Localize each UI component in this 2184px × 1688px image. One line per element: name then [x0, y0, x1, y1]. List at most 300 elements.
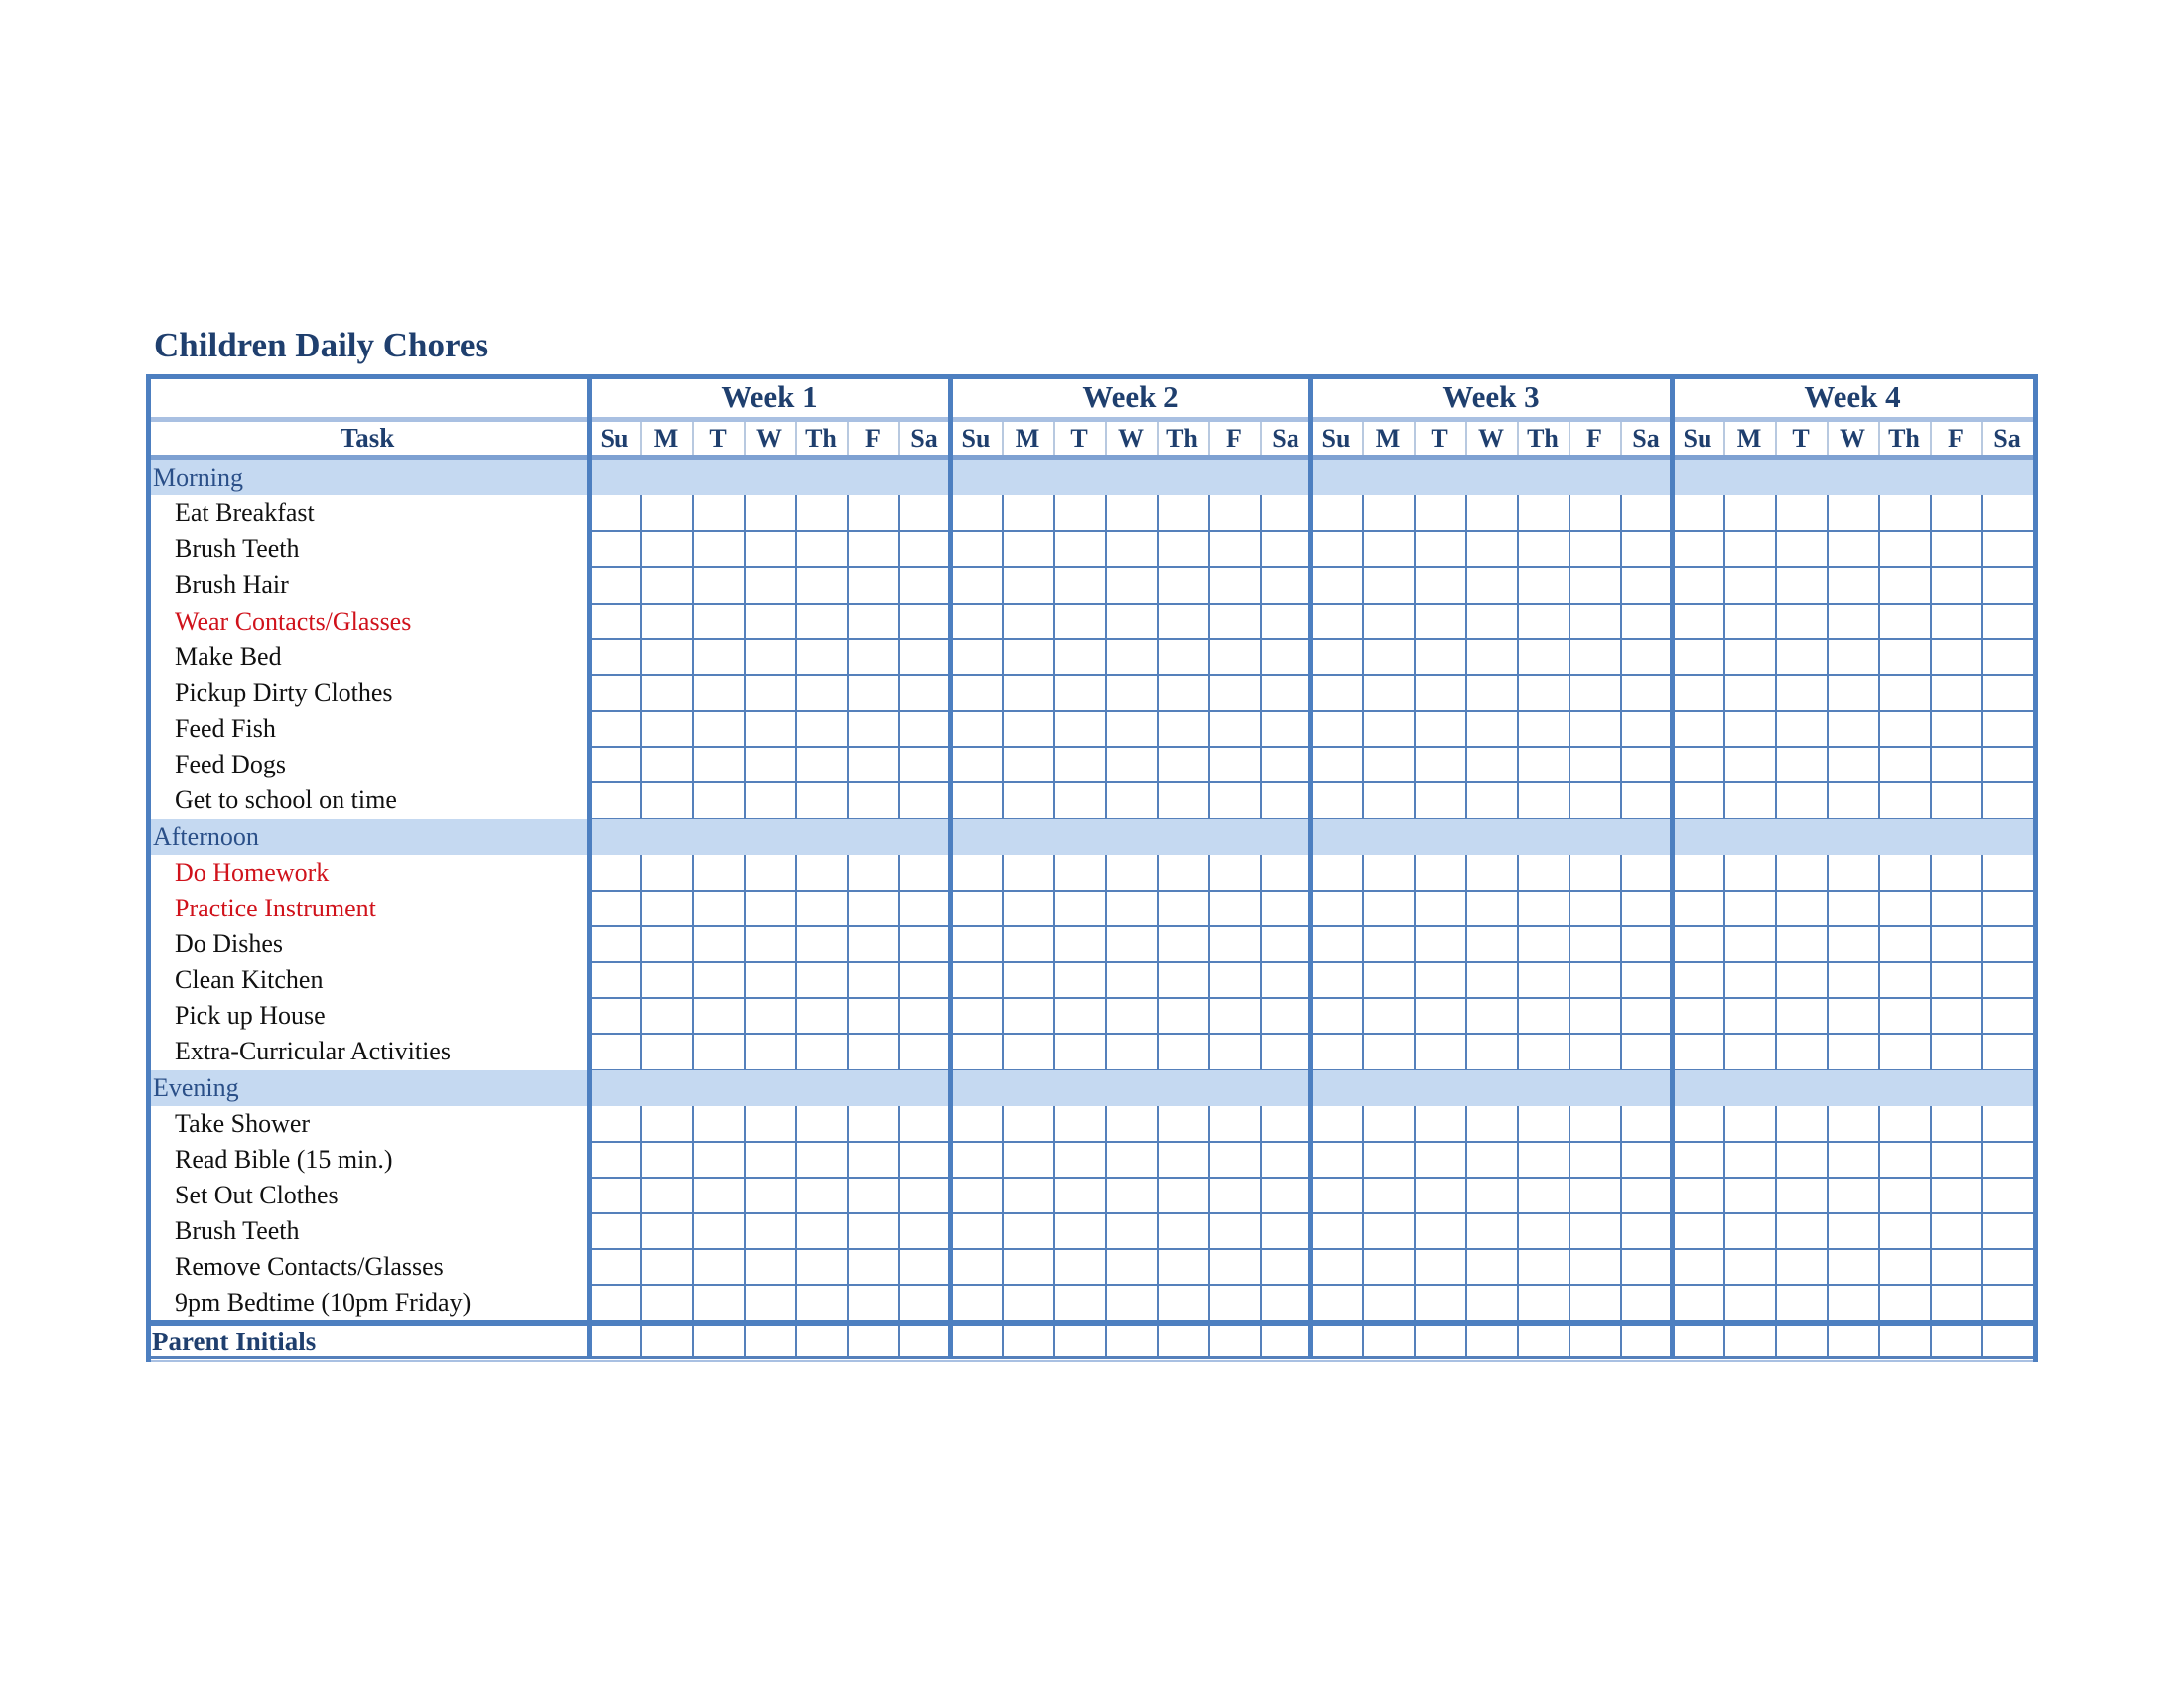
check-cell[interactable]: [1313, 676, 1361, 709]
check-cell[interactable]: [1726, 676, 1774, 709]
check-cell[interactable]: [1726, 927, 1774, 960]
check-cell[interactable]: [901, 999, 949, 1032]
check-cell[interactable]: [953, 640, 1001, 673]
check-cell[interactable]: [953, 676, 1001, 709]
check-cell[interactable]: [901, 1107, 949, 1140]
check-cell[interactable]: [1211, 999, 1259, 1032]
check-cell[interactable]: [953, 496, 1001, 529]
parent-initials-cell[interactable]: [850, 1326, 897, 1356]
check-cell[interactable]: [1263, 496, 1310, 529]
check-cell[interactable]: [1571, 999, 1619, 1032]
check-cell[interactable]: [901, 1214, 949, 1247]
check-cell[interactable]: [901, 856, 949, 889]
check-cell[interactable]: [1468, 1179, 1516, 1211]
check-cell[interactable]: [1984, 676, 2032, 709]
check-cell[interactable]: [1263, 999, 1310, 1032]
check-cell[interactable]: [798, 927, 846, 960]
check-cell[interactable]: [798, 783, 846, 816]
check-cell[interactable]: [901, 1143, 949, 1176]
check-cell[interactable]: [901, 892, 949, 924]
check-cell[interactable]: [643, 605, 691, 637]
check-cell[interactable]: [1830, 1143, 1877, 1176]
check-cell[interactable]: [643, 783, 691, 816]
check-cell[interactable]: [1211, 1250, 1259, 1283]
check-cell[interactable]: [747, 1250, 794, 1283]
check-cell[interactable]: [1933, 999, 1980, 1032]
check-cell[interactable]: [1211, 1107, 1259, 1140]
check-cell[interactable]: [1726, 1286, 1774, 1319]
check-cell[interactable]: [1675, 605, 1722, 637]
check-cell[interactable]: [1056, 783, 1104, 816]
check-cell[interactable]: [1005, 856, 1052, 889]
check-cell[interactable]: [695, 963, 743, 996]
check-cell[interactable]: [1160, 1107, 1207, 1140]
check-cell[interactable]: [1211, 1214, 1259, 1247]
check-cell[interactable]: [901, 1179, 949, 1211]
check-cell[interactable]: [1520, 1035, 1568, 1067]
check-cell[interactable]: [1520, 605, 1568, 637]
check-cell[interactable]: [1933, 1250, 1980, 1283]
check-cell[interactable]: [1468, 532, 1516, 565]
check-cell[interactable]: [747, 856, 794, 889]
check-cell[interactable]: [1005, 496, 1052, 529]
check-cell[interactable]: [1726, 1179, 1774, 1211]
check-cell[interactable]: [747, 783, 794, 816]
check-cell[interactable]: [953, 748, 1001, 780]
parent-initials-cell[interactable]: [1933, 1326, 1980, 1356]
check-cell[interactable]: [1005, 748, 1052, 780]
check-cell[interactable]: [1571, 712, 1619, 745]
check-cell[interactable]: [798, 999, 846, 1032]
check-cell[interactable]: [1623, 1250, 1671, 1283]
check-cell[interactable]: [1623, 712, 1671, 745]
check-cell[interactable]: [747, 1107, 794, 1140]
check-cell[interactable]: [1468, 1214, 1516, 1247]
check-cell[interactable]: [1778, 568, 1826, 601]
check-cell[interactable]: [1005, 999, 1052, 1032]
check-cell[interactable]: [1417, 496, 1464, 529]
check-cell[interactable]: [850, 1107, 897, 1140]
check-cell[interactable]: [1726, 999, 1774, 1032]
check-cell[interactable]: [1623, 568, 1671, 601]
check-cell[interactable]: [747, 748, 794, 780]
check-cell[interactable]: [1571, 1107, 1619, 1140]
check-cell[interactable]: [1056, 856, 1104, 889]
check-cell[interactable]: [1108, 1286, 1156, 1319]
check-cell[interactable]: [1520, 712, 1568, 745]
check-cell[interactable]: [592, 892, 639, 924]
check-cell[interactable]: [901, 1250, 949, 1283]
check-cell[interactable]: [643, 999, 691, 1032]
check-cell[interactable]: [953, 892, 1001, 924]
check-cell[interactable]: [1623, 748, 1671, 780]
check-cell[interactable]: [747, 676, 794, 709]
check-cell[interactable]: [592, 1286, 639, 1319]
check-cell[interactable]: [1468, 1143, 1516, 1176]
check-cell[interactable]: [1933, 712, 1980, 745]
check-cell[interactable]: [901, 496, 949, 529]
check-cell[interactable]: [1984, 1035, 2032, 1067]
check-cell[interactable]: [1417, 1107, 1464, 1140]
check-cell[interactable]: [1881, 1035, 1929, 1067]
check-cell[interactable]: [1313, 963, 1361, 996]
check-cell[interactable]: [1160, 605, 1207, 637]
check-cell[interactable]: [850, 712, 897, 745]
check-cell[interactable]: [1313, 712, 1361, 745]
check-cell[interactable]: [695, 892, 743, 924]
check-cell[interactable]: [1933, 1107, 1980, 1140]
check-cell[interactable]: [643, 892, 691, 924]
check-cell[interactable]: [1881, 748, 1929, 780]
check-cell[interactable]: [695, 1286, 743, 1319]
parent-initials-cell[interactable]: [643, 1326, 691, 1356]
check-cell[interactable]: [592, 712, 639, 745]
check-cell[interactable]: [747, 927, 794, 960]
check-cell[interactable]: [1365, 1107, 1413, 1140]
check-cell[interactable]: [1263, 963, 1310, 996]
check-cell[interactable]: [1313, 1214, 1361, 1247]
check-cell[interactable]: [1468, 892, 1516, 924]
check-cell[interactable]: [1778, 496, 1826, 529]
check-cell[interactable]: [1160, 712, 1207, 745]
check-cell[interactable]: [1108, 783, 1156, 816]
check-cell[interactable]: [1675, 748, 1722, 780]
check-cell[interactable]: [953, 1035, 1001, 1067]
check-cell[interactable]: [850, 963, 897, 996]
check-cell[interactable]: [1417, 676, 1464, 709]
parent-initials-cell[interactable]: [1830, 1326, 1877, 1356]
check-cell[interactable]: [1675, 568, 1722, 601]
check-cell[interactable]: [1675, 1035, 1722, 1067]
check-cell[interactable]: [695, 856, 743, 889]
parent-initials-cell[interactable]: [1160, 1326, 1207, 1356]
check-cell[interactable]: [747, 1179, 794, 1211]
check-cell[interactable]: [1056, 568, 1104, 601]
check-cell[interactable]: [1571, 1250, 1619, 1283]
check-cell[interactable]: [1881, 1107, 1929, 1140]
check-cell[interactable]: [850, 496, 897, 529]
check-cell[interactable]: [1778, 999, 1826, 1032]
check-cell[interactable]: [1571, 532, 1619, 565]
check-cell[interactable]: [643, 496, 691, 529]
parent-initials-cell[interactable]: [1313, 1326, 1361, 1356]
check-cell[interactable]: [592, 783, 639, 816]
check-cell[interactable]: [592, 676, 639, 709]
check-cell[interactable]: [1778, 892, 1826, 924]
check-cell[interactable]: [1108, 1143, 1156, 1176]
parent-initials-cell[interactable]: [592, 1326, 639, 1356]
check-cell[interactable]: [1778, 1179, 1826, 1211]
check-cell[interactable]: [1726, 532, 1774, 565]
check-cell[interactable]: [953, 1143, 1001, 1176]
check-cell[interactable]: [1108, 856, 1156, 889]
check-cell[interactable]: [1933, 1179, 1980, 1211]
check-cell[interactable]: [1108, 1214, 1156, 1247]
check-cell[interactable]: [1160, 1179, 1207, 1211]
check-cell[interactable]: [1056, 1286, 1104, 1319]
check-cell[interactable]: [1778, 1143, 1826, 1176]
check-cell[interactable]: [1417, 892, 1464, 924]
check-cell[interactable]: [1881, 1179, 1929, 1211]
check-cell[interactable]: [850, 748, 897, 780]
check-cell[interactable]: [1365, 605, 1413, 637]
check-cell[interactable]: [1520, 532, 1568, 565]
check-cell[interactable]: [850, 1179, 897, 1211]
check-cell[interactable]: [1365, 640, 1413, 673]
check-cell[interactable]: [1675, 712, 1722, 745]
check-cell[interactable]: [850, 1143, 897, 1176]
check-cell[interactable]: [1005, 605, 1052, 637]
check-cell[interactable]: [1313, 1107, 1361, 1140]
check-cell[interactable]: [1830, 1214, 1877, 1247]
check-cell[interactable]: [798, 568, 846, 601]
check-cell[interactable]: [1005, 963, 1052, 996]
check-cell[interactable]: [1365, 1143, 1413, 1176]
check-cell[interactable]: [1675, 856, 1722, 889]
check-cell[interactable]: [1984, 640, 2032, 673]
check-cell[interactable]: [1056, 640, 1104, 673]
check-cell[interactable]: [1830, 748, 1877, 780]
check-cell[interactable]: [1778, 640, 1826, 673]
parent-initials-cell[interactable]: [1778, 1326, 1826, 1356]
check-cell[interactable]: [1830, 1035, 1877, 1067]
check-cell[interactable]: [747, 1035, 794, 1067]
check-cell[interactable]: [592, 605, 639, 637]
check-cell[interactable]: [1520, 568, 1568, 601]
check-cell[interactable]: [953, 856, 1001, 889]
check-cell[interactable]: [798, 1035, 846, 1067]
check-cell[interactable]: [1365, 1035, 1413, 1067]
check-cell[interactable]: [798, 1214, 846, 1247]
check-cell[interactable]: [953, 1214, 1001, 1247]
check-cell[interactable]: [1571, 640, 1619, 673]
check-cell[interactable]: [695, 999, 743, 1032]
check-cell[interactable]: [953, 999, 1001, 1032]
check-cell[interactable]: [850, 927, 897, 960]
check-cell[interactable]: [1417, 568, 1464, 601]
parent-initials-cell[interactable]: [1263, 1326, 1310, 1356]
check-cell[interactable]: [747, 892, 794, 924]
check-cell[interactable]: [1571, 1286, 1619, 1319]
check-cell[interactable]: [1726, 605, 1774, 637]
check-cell[interactable]: [592, 568, 639, 601]
check-cell[interactable]: [1520, 640, 1568, 673]
check-cell[interactable]: [1623, 856, 1671, 889]
check-cell[interactable]: [953, 1107, 1001, 1140]
check-cell[interactable]: [1881, 605, 1929, 637]
check-cell[interactable]: [1675, 532, 1722, 565]
check-cell[interactable]: [1160, 892, 1207, 924]
check-cell[interactable]: [1468, 676, 1516, 709]
check-cell[interactable]: [798, 640, 846, 673]
check-cell[interactable]: [1365, 676, 1413, 709]
check-cell[interactable]: [953, 532, 1001, 565]
check-cell[interactable]: [1933, 640, 1980, 673]
check-cell[interactable]: [1468, 568, 1516, 601]
check-cell[interactable]: [1313, 748, 1361, 780]
check-cell[interactable]: [1005, 640, 1052, 673]
check-cell[interactable]: [643, 676, 691, 709]
check-cell[interactable]: [1726, 1107, 1774, 1140]
check-cell[interactable]: [695, 532, 743, 565]
check-cell[interactable]: [1468, 1107, 1516, 1140]
check-cell[interactable]: [1881, 999, 1929, 1032]
check-cell[interactable]: [798, 1179, 846, 1211]
check-cell[interactable]: [1881, 712, 1929, 745]
check-cell[interactable]: [1365, 1286, 1413, 1319]
check-cell[interactable]: [1571, 1035, 1619, 1067]
check-cell[interactable]: [1056, 496, 1104, 529]
check-cell[interactable]: [1830, 892, 1877, 924]
check-cell[interactable]: [1778, 1107, 1826, 1140]
check-cell[interactable]: [1881, 532, 1929, 565]
check-cell[interactable]: [1778, 712, 1826, 745]
parent-initials-cell[interactable]: [1520, 1326, 1568, 1356]
check-cell[interactable]: [592, 927, 639, 960]
check-cell[interactable]: [901, 640, 949, 673]
check-cell[interactable]: [695, 568, 743, 601]
check-cell[interactable]: [1933, 676, 1980, 709]
check-cell[interactable]: [1623, 496, 1671, 529]
check-cell[interactable]: [850, 999, 897, 1032]
check-cell[interactable]: [1160, 1214, 1207, 1247]
check-cell[interactable]: [901, 748, 949, 780]
parent-initials-cell[interactable]: [1468, 1326, 1516, 1356]
check-cell[interactable]: [1623, 963, 1671, 996]
check-cell[interactable]: [1108, 605, 1156, 637]
check-cell[interactable]: [1571, 748, 1619, 780]
check-cell[interactable]: [1108, 568, 1156, 601]
check-cell[interactable]: [1881, 640, 1929, 673]
check-cell[interactable]: [1005, 712, 1052, 745]
check-cell[interactable]: [1726, 568, 1774, 601]
check-cell[interactable]: [1881, 927, 1929, 960]
parent-initials-cell[interactable]: [1365, 1326, 1413, 1356]
check-cell[interactable]: [1726, 640, 1774, 673]
check-cell[interactable]: [1984, 568, 2032, 601]
check-cell[interactable]: [1108, 1250, 1156, 1283]
check-cell[interactable]: [1417, 640, 1464, 673]
check-cell[interactable]: [1056, 1035, 1104, 1067]
check-cell[interactable]: [901, 605, 949, 637]
check-cell[interactable]: [1778, 676, 1826, 709]
check-cell[interactable]: [1520, 892, 1568, 924]
check-cell[interactable]: [1211, 1179, 1259, 1211]
check-cell[interactable]: [1984, 1250, 2032, 1283]
check-cell[interactable]: [1211, 892, 1259, 924]
check-cell[interactable]: [643, 1143, 691, 1176]
check-cell[interactable]: [1933, 783, 1980, 816]
check-cell[interactable]: [1726, 1214, 1774, 1247]
check-cell[interactable]: [1056, 1250, 1104, 1283]
check-cell[interactable]: [1417, 712, 1464, 745]
parent-initials-cell[interactable]: [1108, 1326, 1156, 1356]
check-cell[interactable]: [1211, 783, 1259, 816]
check-cell[interactable]: [1005, 1107, 1052, 1140]
parent-initials-cell[interactable]: [1984, 1326, 2032, 1356]
check-cell[interactable]: [953, 963, 1001, 996]
check-cell[interactable]: [1313, 1250, 1361, 1283]
check-cell[interactable]: [798, 1143, 846, 1176]
check-cell[interactable]: [1571, 892, 1619, 924]
check-cell[interactable]: [1933, 568, 1980, 601]
check-cell[interactable]: [1160, 1250, 1207, 1283]
check-cell[interactable]: [1778, 1035, 1826, 1067]
check-cell[interactable]: [901, 963, 949, 996]
check-cell[interactable]: [695, 676, 743, 709]
check-cell[interactable]: [1726, 892, 1774, 924]
check-cell[interactable]: [1468, 856, 1516, 889]
check-cell[interactable]: [695, 1143, 743, 1176]
check-cell[interactable]: [953, 1286, 1001, 1319]
check-cell[interactable]: [1056, 712, 1104, 745]
check-cell[interactable]: [747, 605, 794, 637]
check-cell[interactable]: [953, 1250, 1001, 1283]
check-cell[interactable]: [1468, 1286, 1516, 1319]
check-cell[interactable]: [1365, 892, 1413, 924]
check-cell[interactable]: [592, 1143, 639, 1176]
check-cell[interactable]: [695, 640, 743, 673]
check-cell[interactable]: [1623, 783, 1671, 816]
check-cell[interactable]: [1263, 712, 1310, 745]
check-cell[interactable]: [1520, 963, 1568, 996]
check-cell[interactable]: [1778, 1214, 1826, 1247]
check-cell[interactable]: [1623, 532, 1671, 565]
check-cell[interactable]: [1468, 927, 1516, 960]
check-cell[interactable]: [1830, 640, 1877, 673]
check-cell[interactable]: [798, 856, 846, 889]
check-cell[interactable]: [1211, 856, 1259, 889]
parent-initials-cell[interactable]: [1211, 1326, 1259, 1356]
check-cell[interactable]: [1571, 496, 1619, 529]
check-cell[interactable]: [1365, 856, 1413, 889]
check-cell[interactable]: [1005, 1214, 1052, 1247]
check-cell[interactable]: [747, 963, 794, 996]
check-cell[interactable]: [850, 892, 897, 924]
check-cell[interactable]: [747, 1214, 794, 1247]
check-cell[interactable]: [1313, 1035, 1361, 1067]
check-cell[interactable]: [1520, 496, 1568, 529]
check-cell[interactable]: [1263, 1143, 1310, 1176]
check-cell[interactable]: [1108, 532, 1156, 565]
check-cell[interactable]: [695, 748, 743, 780]
check-cell[interactable]: [901, 927, 949, 960]
check-cell[interactable]: [1623, 1035, 1671, 1067]
check-cell[interactable]: [798, 963, 846, 996]
check-cell[interactable]: [1108, 748, 1156, 780]
check-cell[interactable]: [1675, 783, 1722, 816]
check-cell[interactable]: [1933, 605, 1980, 637]
check-cell[interactable]: [798, 892, 846, 924]
check-cell[interactable]: [592, 999, 639, 1032]
check-cell[interactable]: [1675, 640, 1722, 673]
check-cell[interactable]: [1313, 856, 1361, 889]
check-cell[interactable]: [1571, 676, 1619, 709]
check-cell[interactable]: [1160, 1286, 1207, 1319]
check-cell[interactable]: [850, 783, 897, 816]
check-cell[interactable]: [1365, 532, 1413, 565]
check-cell[interactable]: [1056, 999, 1104, 1032]
check-cell[interactable]: [1830, 532, 1877, 565]
check-cell[interactable]: [643, 1250, 691, 1283]
check-cell[interactable]: [1211, 496, 1259, 529]
check-cell[interactable]: [1933, 963, 1980, 996]
check-cell[interactable]: [953, 1179, 1001, 1211]
check-cell[interactable]: [1830, 927, 1877, 960]
check-cell[interactable]: [1313, 640, 1361, 673]
check-cell[interactable]: [1056, 1214, 1104, 1247]
check-cell[interactable]: [1056, 1179, 1104, 1211]
